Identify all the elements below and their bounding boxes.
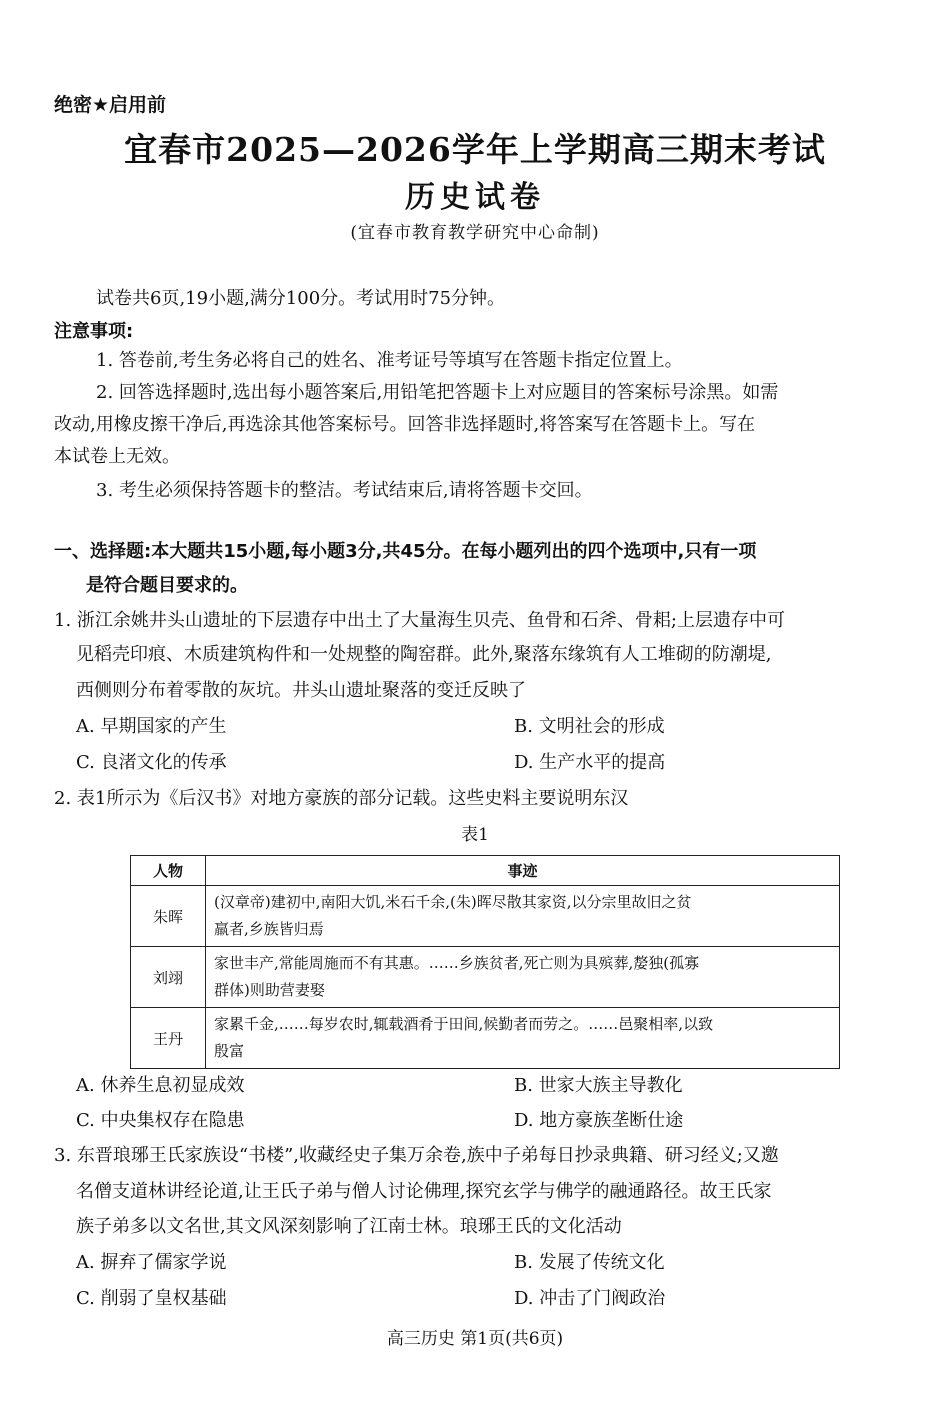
deed-line: 家累千金,……每岁农时,辄载酒肴于田间,候勤者而劳之。……邑聚相率,以致 (214, 1015, 714, 1033)
deed-line: 群体)则助营妻娶 (214, 981, 325, 999)
person-name: 朱晖 (131, 886, 206, 947)
note-1: 1. 答卷前,考生务必将自己的姓名、准考证号等填写在答题卡指定位置上。 (96, 350, 683, 371)
note-3: 3. 考生必须保持答题卡的整洁。考试结束后,请将答题卡交回。 (96, 480, 593, 501)
deed-line: 家世丰产,常能周施而不有其惠。……乡族贫者,死亡则为具殡葬,嫠独(孤寡 (214, 954, 700, 972)
person-name: 刘翊 (131, 947, 206, 1008)
section-heading-line-1: 一、选择题:本大题共15小题,每小题3分,共45分。在每小题列出的四个选项中,只有一项 (54, 541, 757, 562)
col-header-person: 人物 (131, 856, 206, 886)
page-footer: 高三历史 第1页(共6页) (386, 1329, 564, 1349)
deed-text (206, 886, 840, 947)
table-row (131, 947, 840, 1008)
col-header-deeds: 事迹 (206, 856, 840, 886)
deed-text (206, 947, 840, 1008)
q3-option-d[interactable]: D. 冲击了门阀政治 (514, 1288, 666, 1309)
table-row (131, 1008, 840, 1069)
q1-option-a[interactable]: A. 早期国家的产生 (76, 716, 227, 737)
note-2-line-3: 本试卷上无效。 (54, 446, 180, 467)
deed-line: 殷富 (214, 1042, 245, 1060)
q3-stem-line-1: 3. 东晋琅琊王氏家族设“书楼”,收藏经史子集万余卷,族中子弟每日抄录典籍、研习经义;又邀 (54, 1145, 779, 1166)
deed-line: (汉章帝)建初中,南阳大饥,米石千余,(朱)晖尽散其家资,以分宗里故旧之贫 (214, 893, 692, 911)
person-name: 王丹 (131, 1008, 206, 1069)
q3-stem-line-3: 族子弟多以文名世,其文风深刻影响了江南士林。琅琊王氏的文化活动 (76, 1216, 622, 1237)
q2-option-d[interactable]: D. 地方豪族垄断仕途 (514, 1110, 684, 1131)
note-2-line-2: 改动,用橡皮擦干净后,再选涂其他答案标号。回答非选择题时,将答案写在答题卡上。写在 (54, 414, 756, 435)
q3-option-a[interactable]: A. 摒弃了儒家学说 (76, 1252, 227, 1273)
table-row (131, 886, 840, 947)
q3-option-b[interactable]: B. 发展了传统文化 (514, 1252, 665, 1273)
notes-title: 注意事项: (54, 321, 134, 342)
q1-stem-line-2: 见稻壳印痕、木质建筑构件和一处规整的陶窑群。此外,聚落东缘筑有人工堆砌的防潮堤, (76, 644, 772, 665)
deed-text (206, 1008, 840, 1069)
q2-stem: 2. 表1所示为《后汉书》对地方豪族的部分记载。这些史料主要说明东汉 (54, 788, 629, 809)
q1-option-c[interactable]: C. 良渚文化的传承 (76, 752, 227, 773)
exam-summary: 试卷共6页,19小题,满分100分。考试用时75分钟。 (96, 288, 506, 309)
note-2-line-1: 2. 回答选择题时,选出每小题答案后,用铅笔把答题卡上对应题目的答案标号涂黑。如需 (96, 382, 779, 403)
history-table (130, 855, 840, 1069)
confidential-mark: 绝密★启用前 (54, 94, 167, 116)
q1-option-d[interactable]: D. 生产水平的提高 (514, 752, 666, 773)
q3-stem-line-2: 名僧支道林讲经论道,让王氏子弟与僧人讨论佛理,探究玄学与佛学的融通路径。故王氏家 (76, 1181, 772, 1202)
exam-title: 宜春市2025—2026学年上学期高三期末考试 (124, 130, 826, 169)
maker-note: (宜春市教育教学研究中心命制) (350, 223, 600, 243)
subject-title: 历史试卷 (405, 180, 545, 215)
q2-option-c[interactable]: C. 中央集权存在隐患 (76, 1110, 245, 1131)
q1-option-b[interactable]: B. 文明社会的形成 (514, 716, 665, 737)
deed-line: 羸者,乡族皆归焉 (214, 920, 324, 938)
q1-stem-line-1: 1. 浙江余姚井头山遗址的下层遗存中出土了大量海生贝壳、鱼骨和石斧、骨耜;上层遗存中可 (54, 610, 785, 631)
table-header-row (131, 856, 840, 886)
q2-option-b[interactable]: B. 世家大族主导教化 (514, 1075, 683, 1096)
q2-option-a[interactable]: A. 休养生息初显成效 (76, 1075, 245, 1096)
table-caption: 表1 (461, 825, 489, 845)
q3-option-c[interactable]: C. 削弱了皇权基础 (76, 1288, 227, 1309)
section-heading-line-2: 是符合题目要求的。 (86, 575, 248, 596)
q1-stem-line-3: 西侧则分布着零散的灰坑。井头山遗址聚落的变迁反映了 (76, 680, 526, 701)
